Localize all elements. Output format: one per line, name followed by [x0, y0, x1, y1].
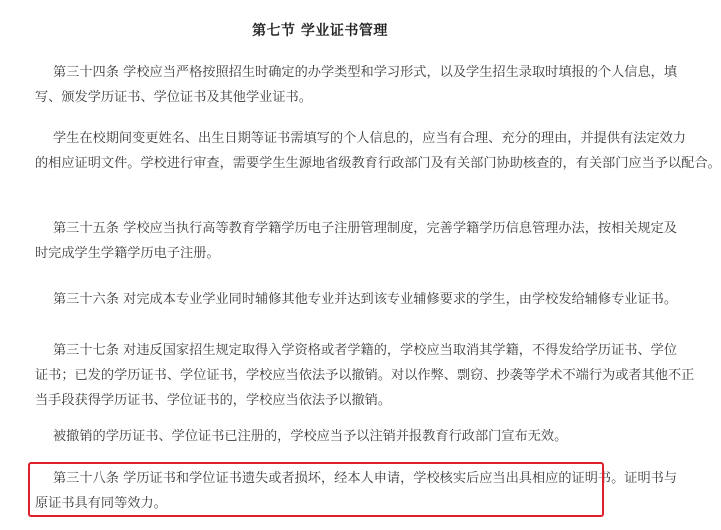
paragraph-line: 被撤销的学历证书、学位证书已注册的，学校应当予以注销并报教育行政部门宣布无效。	[53, 429, 568, 444]
article-34-paragraph	[35, 60, 678, 110]
paragraph-line: 的相应证明文件。学校进行审查，需要学生生源地省级教育行政部门及有关部门协助核查的，有关部门应当予以配合。	[35, 156, 721, 171]
article-37-paragraph	[35, 338, 695, 413]
article-36-paragraph	[35, 287, 678, 312]
name-change-paragraph	[35, 126, 721, 176]
paragraph-line: 第三十七条 对违反国家招生规定取得入学资格或者学籍的，学校应当取消其学籍，不得发给学历证书、学位	[53, 343, 678, 358]
paragraph-line: 原证书具有同等效力。	[35, 496, 167, 511]
paragraph-line: 写、颁发学历证书、学位证书及其他学业证书。	[35, 90, 312, 105]
article-35-paragraph	[35, 216, 678, 266]
section-title: 第七节 学业证书管理	[252, 23, 388, 39]
paragraph-line: 证书；已发的学历证书、学位证书，学校应当依法予以撤销。对以作弊、剽窃、抄袭等学术不端行为或者其他不正	[35, 368, 695, 383]
revoked-certificate-paragraph	[35, 424, 625, 449]
paragraph-line: 第三十四条 学校应当严格按照招生时确定的办学类型和学习形式，以及学生招生录取时填报的个人信息，填	[53, 65, 678, 80]
paragraph-line: 时完成学生学籍学历电子注册。	[35, 246, 220, 261]
paragraph-line: 第三十五条 学校应当执行高等教育学籍学历电子注册管理制度，完善学籍学历信息管理办法，按相关规定及	[53, 221, 678, 236]
paragraph-line: 当手段获得学历证书、学位证书的，学校应当依法予以撤销。	[35, 393, 392, 408]
paragraph-line: 学生在校期间变更姓名、出生日期等证书需填写的个人信息的，应当有合理、充分的理由，并提供有法定效力	[53, 131, 686, 146]
paragraph-line: 第三十八条 学历证书和学位证书遗失或者损坏，经本人申请，学校核实后应当出具相应的证明书。证明书与	[53, 471, 678, 486]
paragraph-line: 第三十六条 对完成本专业学业同时辅修其他专业并达到该专业辅修要求的学生，由学校发给辅修专业证书。	[53, 292, 678, 307]
highlight-box	[28, 462, 604, 517]
